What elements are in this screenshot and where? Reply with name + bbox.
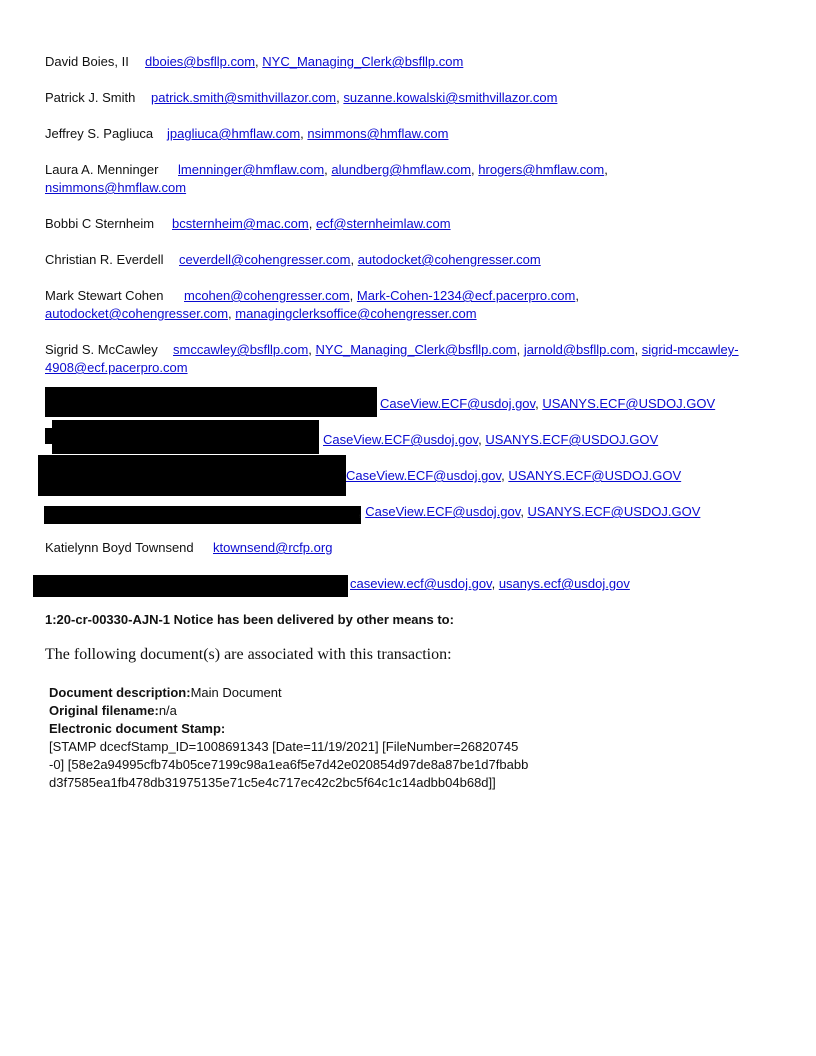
- email-link[interactable]: bcsternheim@mac.com: [172, 216, 309, 231]
- email-link[interactable]: lmenninger@hmflaw.com: [178, 162, 325, 177]
- associated-heading: The following document(s) are associated with this transaction:: [45, 646, 452, 663]
- recipient-line: CaseView.ECF@usdoj.gov, USANYS.ECF@USDOJ.GOV: [380, 396, 716, 411]
- email-link[interactable]: USANYS.ECF@USDOJ.GOV: [508, 468, 682, 483]
- email-link[interactable]: sigrid-mccawley-: [641, 342, 739, 357]
- recipient-name: Sigrid S. McCawley: [45, 342, 158, 357]
- redaction-box: [52, 420, 319, 454]
- document-info: [49, 684, 528, 792]
- original-filename-row: [49, 702, 528, 720]
- email-link[interactable]: autodocket@cohengresser.com: [357, 252, 541, 267]
- recipient-line-wrap: [45, 179, 186, 197]
- recipient-line: caseview.ecf@usdoj.gov, usanys.ecf@usdoj.gov: [350, 576, 630, 591]
- redaction-box: [38, 455, 346, 496]
- email-link[interactable]: Mark-Cohen-1234@ecf.pacerpro.com: [356, 288, 576, 303]
- email-link[interactable]: NYC_Managing_Clerk@bsfllp.com: [315, 342, 517, 357]
- stamp-label: Electronic document Stamp:: [49, 721, 226, 736]
- email-link[interactable]: CaseView.ECF@usdoj.gov: [346, 468, 502, 483]
- original-filename-value: n/a: [158, 703, 177, 718]
- email-link[interactable]: ktownsend@rcfp.org: [213, 540, 333, 555]
- stamp-label-row: [49, 720, 528, 738]
- recipient-line: [45, 539, 332, 557]
- redaction-box: [33, 575, 348, 597]
- recipient-line: David Boies, II dboies@bsfllp.com, NYC_Managing_Clerk@bsfllp.com: [45, 54, 464, 69]
- email-link[interactable]: nsimmons@hmflaw.com: [307, 126, 449, 141]
- document-description-row: [49, 684, 528, 702]
- recipient-name: Mark Stewart Cohen: [45, 288, 164, 303]
- email-link[interactable]: 4908@ecf.pacerpro.com: [45, 360, 188, 375]
- email-link[interactable]: CaseView.ECF@usdoj.gov: [380, 396, 536, 411]
- email-link[interactable]: hrogers@hmflaw.com: [478, 162, 605, 177]
- document-description-label: Document description:: [49, 685, 191, 700]
- email-link[interactable]: smccawley@bsfllp.com: [173, 342, 309, 357]
- email-link[interactable]: autodocket@cohengresser.com: [45, 306, 229, 321]
- redaction-box: [45, 387, 377, 417]
- recipient-line: Patrick J. Smith patrick.smith@smithvillazor.com, suzanne.kowalski@smithvillazor.com: [45, 90, 558, 105]
- recipient-name: Christian R. Everdell: [45, 252, 164, 267]
- notice-other-means: 1:20-cr-00330-AJN-1 Notice has been delivered by other means to:: [45, 612, 454, 627]
- redaction-box: [44, 506, 361, 524]
- email-link[interactable]: CaseView.ECF@usdoj.gov: [323, 432, 479, 447]
- email-link[interactable]: managingclerksoffice@cohengresser.com: [235, 306, 477, 321]
- email-link[interactable]: jarnold@bsfllp.com: [523, 342, 635, 357]
- recipient-line: CaseView.ECF@usdoj.gov, USANYS.ECF@USDOJ.GOV: [346, 468, 682, 483]
- email-link[interactable]: USANYS.ECF@USDOJ.GOV: [542, 396, 716, 411]
- email-link[interactable]: CaseView.ECF@usdoj.gov: [365, 504, 521, 519]
- recipient-name: David Boies, II: [45, 54, 129, 69]
- email-link[interactable]: suzanne.kowalski@smithvillazor.com: [343, 90, 558, 105]
- stamp-line: -0] [58e2a94995cfb74b05ce7199c98a1ea6f5e7d42e020854d97de8a87be1d7fbabb: [49, 757, 529, 772]
- email-link[interactable]: usanys.ecf@usdoj.gov: [498, 576, 630, 591]
- email-link[interactable]: caseview.ecf@usdoj.gov: [350, 576, 492, 591]
- email-link[interactable]: USANYS.ECF@USDOJ.GOV: [527, 504, 701, 519]
- email-link[interactable]: jpagliuca@hmflaw.com: [167, 126, 301, 141]
- recipient-line: Laura A. Menninger lmenninger@hmflaw.com, alundberg@hmflaw.com, hrogers@hmflaw.com,: [45, 162, 608, 177]
- recipient-name: Bobbi C Sternheim: [45, 216, 155, 231]
- document-description-value: Main Document: [190, 685, 282, 700]
- recipient-line: , CaseView.ECF@usdoj.gov, USANYS.ECF@USDOJ.GOV: [358, 504, 701, 519]
- original-filename-label: Original filename:: [49, 703, 159, 718]
- recipient-name: Jeffrey S. Pagliuca: [45, 126, 154, 141]
- recipient-line: Jeffrey S. Pagliuca jpagliuca@hmflaw.com, nsimmons@hmflaw.com: [45, 126, 449, 141]
- email-link[interactable]: alundberg@hmflaw.com: [331, 162, 472, 177]
- recipient-line-wrap: autodocket@cohengresser.com, managingclerksoffice@cohengresser.com: [45, 306, 477, 321]
- email-link[interactable]: mcohen@cohengresser.com: [184, 288, 350, 303]
- email-link[interactable]: ceverdell@cohengresser.com: [179, 252, 351, 267]
- email-link[interactable]: nsimmons@hmflaw.com: [45, 180, 187, 195]
- email-link[interactable]: USANYS.ECF@USDOJ.GOV: [485, 432, 659, 447]
- recipient-name: Patrick J. Smith: [45, 90, 136, 105]
- email-link[interactable]: patrick.smith@smithvillazor.com: [151, 90, 337, 105]
- stamp-line: [STAMP dcecfStamp_ID=1008691343 [Date=11/19/2021] [FileNumber=26820745: [49, 739, 519, 754]
- recipient-line: Mark Stewart Cohen mcohen@cohengresser.com, Mark-Cohen-1234@ecf.pacerpro.com,: [45, 288, 579, 303]
- email-link[interactable]: NYC_Managing_Clerk@bsfllp.com: [262, 54, 464, 69]
- stamp-line: d3f7585ea1fb478db31975135e71c5e4c717ec42c2bc5f64c1c14adbb04b68d]]: [49, 775, 496, 790]
- email-link[interactable]: dboies@bsfllp.com: [145, 54, 256, 69]
- email-link[interactable]: ecf@sternheimlaw.com: [315, 216, 451, 231]
- recipient-line: Sigrid S. McCawley smccawley@bsfllp.com, NYC_Managing_Clerk@bsfllp.com, jarnold@bsfllp.com, sigrid-mccawley-: [45, 342, 739, 357]
- recipient-name: Katielynn Boyd Townsend: [45, 540, 194, 555]
- recipient-line: Christian R. Everdell ceverdell@cohengresser.com, autodocket@cohengresser.com: [45, 252, 541, 267]
- recipient-name: Laura A. Menninger: [45, 162, 159, 177]
- recipient-line: CaseView.ECF@usdoj.gov, USANYS.ECF@USDOJ.GOV: [323, 432, 659, 447]
- recipient-line-wrap: [45, 359, 188, 377]
- recipient-line: Bobbi C Sternheim bcsternheim@mac.com, ecf@sternheimlaw.com: [45, 216, 451, 231]
